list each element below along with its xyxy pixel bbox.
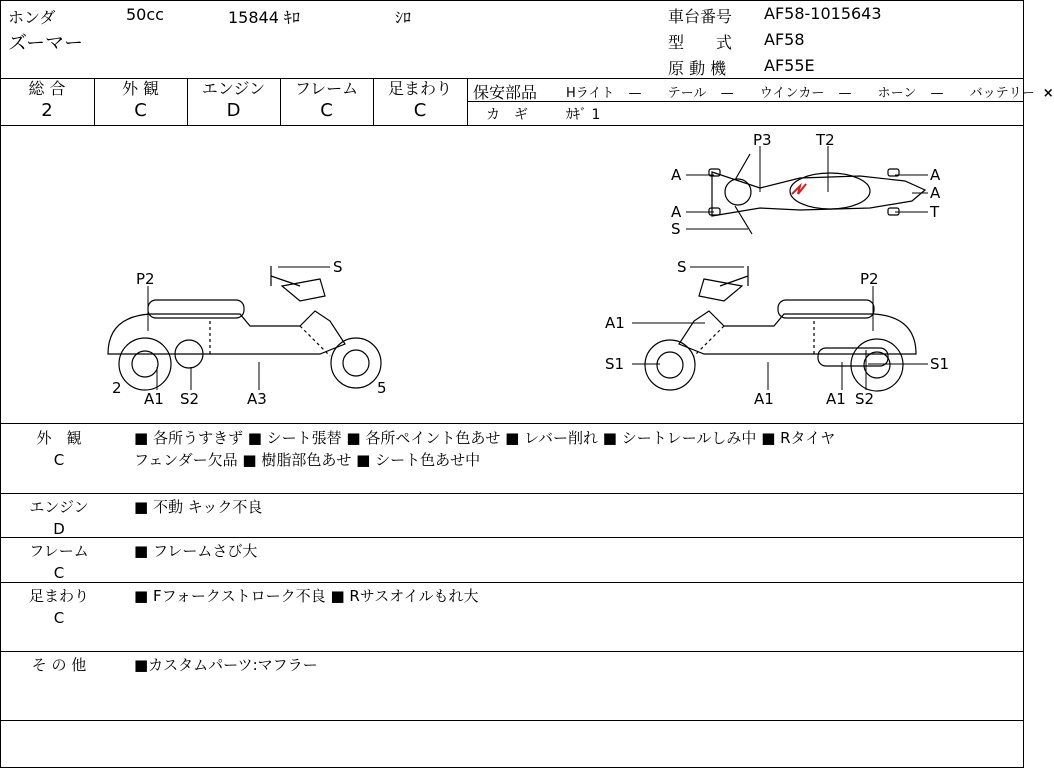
diagram-labels <box>112 131 949 408</box>
remark-line: ■ 不動 キック不良 <box>134 498 263 516</box>
section-exterior-text <box>134 427 835 471</box>
divider <box>0 582 1024 583</box>
divider <box>0 493 1024 494</box>
safety-title: 保安部品 <box>473 83 538 102</box>
diagram-label: P2 <box>860 270 879 288</box>
mileage: 15844 ｷﾛ <box>228 8 300 27</box>
damage-diagram <box>0 126 1024 422</box>
divider <box>0 720 1024 721</box>
section-other-text <box>134 654 318 676</box>
grade-value: 2 <box>41 100 53 121</box>
safety-item-mark: — <box>720 86 734 101</box>
divider <box>0 537 1024 538</box>
section-label: 足まわり <box>28 587 89 605</box>
diagram-label: A1 <box>605 314 625 332</box>
safety-item-name: ウインカー <box>759 86 825 101</box>
diagram-label: 5 <box>377 379 387 397</box>
grade-value: C <box>134 100 147 121</box>
key-value: ｶｷﾞ 1 <box>566 107 601 123</box>
diagram-label: S2 <box>855 390 875 408</box>
remark-line: ■ フレームさび大 <box>134 542 258 560</box>
diagram-label: S <box>671 220 681 238</box>
grade-exterior <box>94 79 187 123</box>
grade-value: C <box>413 100 427 121</box>
section-grade: C <box>53 609 65 627</box>
safety-item-name: ホーン <box>877 86 917 101</box>
color: ｼﾛ <box>395 8 412 27</box>
safety-items <box>566 82 1054 101</box>
divider <box>467 101 1024 102</box>
diagram-label: A <box>671 166 682 184</box>
safety-item-mark: × <box>1042 86 1054 101</box>
grade-label: 外 観 <box>121 79 160 98</box>
section-engine-label <box>0 496 118 540</box>
section-grade: D <box>53 520 65 538</box>
remark-line: ■ Fフォークストローク不良 ■ Rサスオイルもれ大 <box>134 587 479 605</box>
displacement: 50cc <box>126 5 164 24</box>
section-grade: C <box>53 564 65 582</box>
grade-value: D <box>226 100 241 121</box>
scooter-top-view <box>709 154 925 234</box>
section-suspension-label <box>0 585 118 629</box>
grade-label: フレーム <box>294 79 359 98</box>
diagram-label: S <box>677 258 687 276</box>
diagram-label: T <box>930 203 940 221</box>
divider <box>467 78 468 125</box>
diagram-label: S1 <box>930 355 950 373</box>
diagram-label: S1 <box>605 355 625 373</box>
safety-item-mark: — <box>930 86 944 101</box>
grade-frame <box>280 79 373 123</box>
diagram-label: A <box>671 203 682 221</box>
safety-item-mark: — <box>628 86 642 101</box>
remark-line: ■ 各所うすきず ■ シート張替 ■ 各所ペイント色あせ ■ レバー削れ ■ シートレールしみ中 ■ Rタイヤ <box>134 429 836 447</box>
frame-no: AF58-1015643 <box>764 4 882 23</box>
section-suspension-text <box>134 585 478 607</box>
divider <box>0 651 1024 652</box>
diagram-label: A1 <box>826 390 846 408</box>
diagram-label: S2 <box>180 390 200 408</box>
grade-value: C <box>320 100 333 121</box>
safety-item-name: Hライト <box>566 86 615 101</box>
engine-value: AF55E <box>764 56 815 75</box>
grade-overall <box>0 79 94 123</box>
section-engine-text <box>134 496 262 518</box>
engine-label: 原 動 機 <box>668 59 727 78</box>
grade-engine <box>187 79 280 123</box>
grade-label: 総 合 <box>28 79 66 98</box>
diagram-label: A1 <box>144 390 164 408</box>
grade-label: エンジン <box>201 79 266 98</box>
section-frame-label <box>0 540 118 584</box>
diagram-label: A3 <box>247 390 267 408</box>
section-label: 外 観 <box>36 429 82 447</box>
maker: ホンダ <box>8 8 56 27</box>
model-name: ズーマー <box>8 32 84 54</box>
section-grade: C <box>53 451 65 469</box>
diagram-label: 2 <box>112 379 122 397</box>
section-label: そ の 他 <box>31 656 87 674</box>
grade-label: 足まわり <box>387 79 452 98</box>
safety-item-name: バッテリー <box>969 86 1035 101</box>
diagram-label: A1 <box>754 390 774 408</box>
remark-line: ■カスタムパーツ:マフラー <box>134 656 318 674</box>
section-frame-text <box>134 540 257 562</box>
safety-item-mark: — <box>838 86 852 101</box>
diagram-label: P2 <box>136 270 155 288</box>
diagram-label: A <box>930 166 941 184</box>
key-label: カ ギ <box>486 107 528 123</box>
diagram-label: A <box>930 184 941 202</box>
grade-suspension <box>373 79 467 123</box>
remark-line: フェンダー欠品 ■ 樹脂部色あせ ■ シート色あせ中 <box>134 451 481 469</box>
section-exterior-label <box>0 427 118 471</box>
diagram-label: T2 <box>816 131 835 149</box>
diagram-label: P3 <box>753 131 772 149</box>
type-value: AF58 <box>764 30 805 49</box>
type-label: 型 式 <box>668 33 733 52</box>
section-label: エンジン <box>29 498 89 516</box>
section-other-label <box>0 654 118 676</box>
section-label: フレーム <box>29 542 89 560</box>
diagram-label: S <box>333 258 343 276</box>
safety-item-name: テール <box>667 86 707 101</box>
divider <box>0 423 1024 424</box>
frame-no-label: 車台番号 <box>668 7 733 26</box>
